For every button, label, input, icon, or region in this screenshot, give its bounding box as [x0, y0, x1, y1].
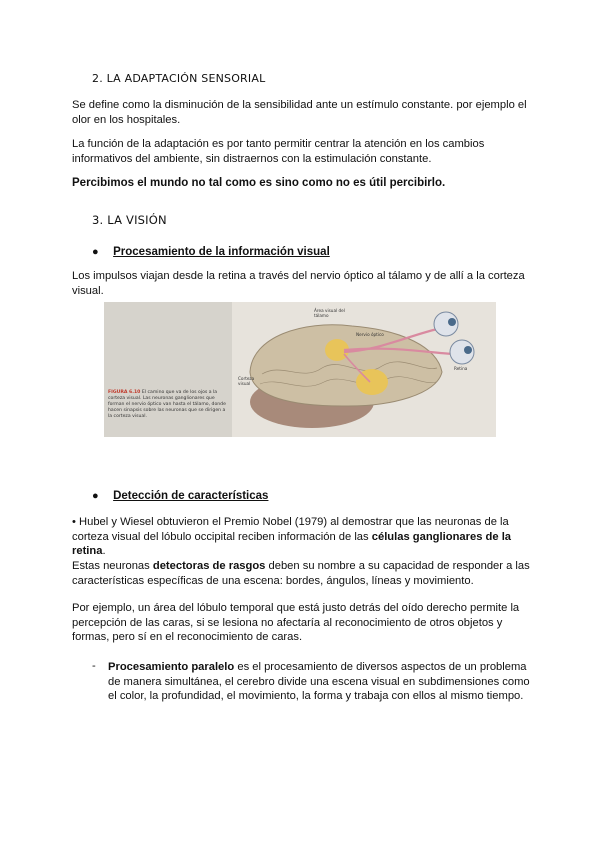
- feature-detectors-text-c: deben su nombre a su capacidad de responder a las características específicas de una escena: bordes, ángulos, líneas y movimiento.: [72, 560, 530, 587]
- hubel-wiesel-text: • Hubel y Wiesel obtuvieron el Premio Nobel (1979) al demostrar que las neuronas de la corteza visual del lóbulo occipital reciben información de las: [72, 516, 509, 543]
- bullet-visual-processing: [92, 242, 330, 260]
- bullet-feature-detection: [92, 486, 268, 504]
- bullet-feature-detection-label: Detección de características: [113, 490, 269, 502]
- dash-marker: -: [92, 660, 96, 672]
- brain-figure: [104, 302, 496, 437]
- figure-caption-text: El camino que va de los ojos a la corteza visual. Las neuronas ganglionares que forman el nervio óptico van hasta el tálamo, donde hacen sinapsis sobre las neuronas que se dirigen a la corteza visual.: [108, 390, 226, 419]
- parallel-processing-bold: Procesamiento paralelo: [108, 661, 235, 673]
- label-thalamus: Área visual del tálamo: [314, 308, 345, 318]
- paragraph-perception-statement: Percibimos el mundo no tal como es sino como no es útil percibirlo.: [72, 177, 446, 189]
- section-2-heading: 2. LA ADAPTACIÓN SENSORIAL: [92, 72, 266, 85]
- paragraph-visual-pathway: Los impulsos viajan desde la retina a través del nervio óptico al tálamo y de allí a la corteza visual.: [72, 270, 525, 297]
- feature-detectors-text-a: Estas neuronas: [72, 560, 153, 572]
- label-visual-cortex: Corteza visual: [238, 376, 255, 386]
- hubel-wiesel-bold: células ganglionares de la retina: [72, 530, 512, 558]
- brain-illustration-panel: [232, 302, 496, 437]
- paragraph-hubel-wiesel: [72, 515, 532, 559]
- section-3-heading: 3. LA VISIÓN: [92, 213, 167, 227]
- dash-item-text: [108, 660, 532, 704]
- label-retina: Retina: [454, 366, 468, 371]
- figure-caption: [108, 390, 228, 420]
- bullet-dot: ●: [92, 246, 99, 258]
- parallel-processing-text: es el procesamiento de diversos aspectos de un problema de manera simultánea, el cerebro divide una escena visual en subdimensiones como el color, la profundidad, el movimiento, la forma y trabaja con ellos al mismo tiempo.: [108, 661, 530, 703]
- label-optic-nerve: Nervio óptico: [356, 332, 384, 337]
- paragraph-adaptation-definition: Se define como la disminución de la sensibilidad ante un estímulo constante. por ejemplo el olor en los hospitales.: [72, 99, 527, 126]
- feature-detectors-bold: detectoras de rasgos: [152, 560, 266, 572]
- paragraph-adaptation-function: La función de la adaptación es por tanto permitir centrar la atención en los cambios informativos del ambiente, sin distraernos con la estimulación constante.: [72, 138, 485, 165]
- figure-caption-title: FIGURA 6.10: [108, 390, 141, 395]
- paragraph-feature-detectors: [72, 559, 532, 588]
- bullet-visual-processing-label: Procesamiento de la información visual: [113, 246, 330, 258]
- hubel-wiesel-end: .: [102, 545, 106, 558]
- bullet-dot: ●: [92, 490, 99, 502]
- paragraph-face-perception: Por ejemplo, un área del lóbulo temporal que está justo detrás del oído derecho permite la percepción de las caras, si se lesiona no afectaría al reconocimiento de otros objetos y formas, pero sí en el reconocimiento de caras.: [72, 602, 520, 644]
